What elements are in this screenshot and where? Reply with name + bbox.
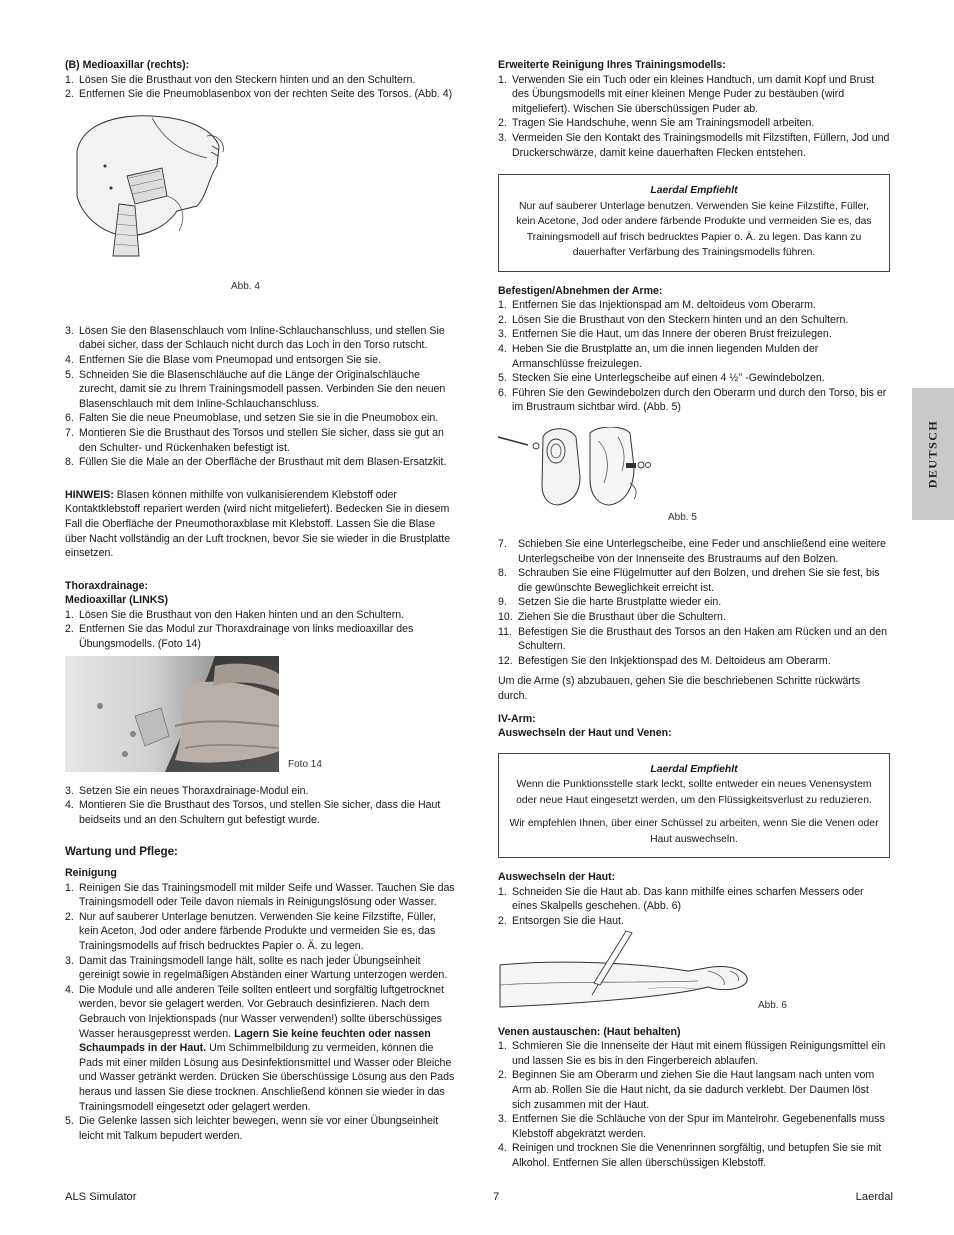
laerdal-empfiehlt-box-2 (498, 753, 890, 859)
list-number: 6. (65, 412, 74, 425)
iv-arm-heading: IV-Arm: (498, 712, 536, 725)
list-number: 5. (498, 372, 507, 385)
list-item: 2. Nur auf sauberer Unterlage benutzen. Verwenden Sie keine Filzstifte, Füller, kein Aceton, Jod oder andere färbende Produkte und vermeiden Sie es, das Trainingsmodells auf frisch bedrucktes Papier o. Ä. zu legen. (65, 910, 436, 952)
list-item: 5. Die Gelenke lassen sich leichter bewegen, wenn sie vor einer Übungseinheit leicht mit Talkum bepudert werden. (65, 1115, 439, 1142)
list-number: 6. (498, 386, 507, 399)
list-item (65, 798, 457, 827)
foto-14-caption: Foto 14 (288, 758, 322, 770)
list-item (498, 342, 890, 371)
arm-bolt-illustration (498, 427, 668, 517)
list-number: 2. (65, 88, 74, 101)
footer-product: ALS Simulator (65, 1191, 137, 1203)
list-number: 1. (498, 73, 507, 86)
list-text: Falten Sie die neue Pneumoblase, und setzen Sie sie in die Pneumobox ein. (79, 412, 439, 425)
venen-steps (498, 1039, 890, 1170)
list-text: Schieben Sie eine Unterlegscheibe, eine Feder und anschließend eine weitere Unterlegscheibe von der Innenseite des Brustraums auf den Bolzen. (518, 538, 887, 565)
list-number: 4. (65, 799, 74, 812)
list-number: 4. (498, 1142, 507, 1155)
arme-steps-a (498, 298, 890, 415)
list-number: 7. (498, 538, 507, 550)
list-item (65, 608, 457, 623)
list-item (498, 73, 890, 117)
figure-abb-6 (498, 929, 890, 1025)
list-number: 1. (65, 608, 74, 621)
list-item: 4. Die Module und alle anderen Teile sollten entleert und sorgfältig luftgetrocknet werden, bevor sie gelagert werden. Vor Gebrauch desinfizieren. Nach dem Gebrauch von Injektionspads (nur Wasser verwenden!) sollte überschüssiges Wasser herausgepresst werden. Lagern Sie keine feuchten oder nassen Schaumpads in der Haut. Um Schimmelbildung zu vermeiden, können die Pads mit einer milden Lösung aus Desinfektionsmittel und Wasser oder Bleiche und Wasser getränkt werden. Drücken Sie überschüssige Lösung aus den Pads heraus und lassen Sie diese trocknen. Anschließend können sie wieder in das Trainingsmodell eingesetzt oder gelagert werden. (65, 983, 455, 1113)
figure-abb-5 (498, 415, 890, 533)
list-number: 7. (65, 426, 74, 439)
iv-arm-illustration (498, 929, 752, 1019)
list-text: Stecken Sie eine Unterlegscheibe auf einen 4 ½’’ -Gewindebolzen. (512, 372, 825, 385)
list-item (498, 313, 890, 328)
box-2-text-1: Wenn die Punktionsstelle stark leckt, sollte entweder ein neues Venensystem oder neue Haut eingesetzt werden, um den Flüssigkeitsverlust zu reduzieren. (516, 779, 872, 806)
b-medioaxillar-steps-b (65, 324, 457, 470)
list-number: 10. (498, 610, 513, 623)
erweiterte-steps (498, 73, 890, 161)
list-item (498, 298, 890, 313)
abb-6-caption: Abb. 6 (758, 999, 787, 1011)
list-number: 11. (498, 625, 512, 638)
list-text: Entfernen Sie die Pneumoblasenbox von der rechten Seite des Torsos. (Abb. 4) (79, 88, 453, 101)
left-column (65, 58, 457, 1143)
haut-steps (498, 885, 890, 929)
list-number: 9. (498, 596, 507, 609)
list-number: 2. (498, 313, 507, 326)
arme-steps-b (498, 537, 890, 668)
list-item (498, 1141, 890, 1170)
list-item (498, 327, 890, 342)
thorax-steps-a (65, 608, 457, 652)
list-item (498, 595, 890, 610)
list-text: Verwenden Sie ein Tuch oder ein kleines Handtuch, um damit Kopf und Brust des Übungsmodells mit einer kleinen Menge Puder zu bestäuben (wird mitgeliefert). Wischen Sie überschüssigen Puder ab. (512, 73, 875, 115)
b-medioaxillar-heading: (B) Medioaxillar (rechts): (65, 59, 190, 71)
list-text: Entfernen Sie das Injektionspad am M. deltoideus vom Oberarm. (512, 299, 816, 312)
list-number: 1. (498, 1040, 507, 1053)
haut-heading: Auswechseln der Haut: (498, 871, 616, 884)
venen-heading: Venen austauschen: (Haut behalten) (498, 1025, 681, 1038)
list-text: Vermeiden Sie den Kontakt des Trainingsmodells mit Filzstiften, Füllern, Jod und Druckerschwärze, damit keine dauerhaften Flecken entstehen. (512, 131, 890, 159)
abb-4-caption: Abb. 4 (231, 280, 260, 292)
list-item (498, 654, 890, 669)
list-item (498, 386, 890, 415)
list-text: Montieren Sie die Brusthaut des Torsos, und stellen Sie sicher, dass die Haut beidseits und an den Schultern gut befestigt wurde. (79, 799, 441, 826)
list-item (65, 426, 457, 455)
list-number: 12. (498, 654, 513, 667)
list-number: 3. (65, 784, 74, 797)
list-number: 2. (65, 623, 74, 636)
figure-abb-4 (65, 102, 457, 292)
list-number: 1. (498, 299, 507, 312)
list-text: Führen Sie den Gewindebolzen durch den Oberarm und durch den Torso, bis er im Brustraum sichtbar wird. (Abb. 5) (512, 386, 887, 414)
list-text: Schmieren Sie die Innenseite der Haut mit einem flüssigen Reinigungsmittel ein und lassen Sie es bis in den Fingerbereich ablaufen. (512, 1040, 886, 1067)
list-number: 4. (498, 343, 507, 356)
hinweis-text: Blasen können mithilfe von vulkanisierendem Klebstoff oder Kontaktklebstoff repariert werden (wird nicht mitgeliefert). Bedecken Sie in diesem Fall die Oberfläche der Pneumothoraxblase mit Klebstoff. Lassen Sie die Blase über Nacht vollständig an der Luft trocknen, bevor Sie sie wieder in die Brustplatte einsetzen. (65, 488, 451, 560)
reinigung-steps (65, 881, 457, 1144)
list-item (65, 87, 457, 102)
hinweis-note (65, 488, 457, 561)
reinigung-heading: Reinigung (65, 867, 117, 880)
torso-bladder-illustration (67, 106, 237, 272)
list-item (65, 73, 457, 88)
list-text: Entfernen Sie die Blase vom Pneumopad und entsorgen Sie sie. (79, 353, 382, 366)
thorax-heading-2: Medioaxillar (LINKS) (65, 594, 169, 607)
arme-heading: Befestigen/Abnehmen der Arme: (498, 284, 663, 297)
list-number: 5. (65, 368, 74, 381)
erweiterte-heading: Erweiterte Reinigung Ihres Trainingsmodells: (498, 59, 726, 71)
list-item (65, 411, 457, 426)
list-text: Lösen Sie die Brusthaut von den Haken hinten und an den Schultern. (79, 608, 405, 621)
list-item (498, 116, 890, 131)
list-text: Entsorgen Sie die Haut. (512, 915, 624, 927)
list-text: Reinigen und trocknen Sie die Venenrinnen sorgfältig, und betupfen Sie sie mit Alkohol. Entfernen Sie allen überschüssigen Klebstoff. (512, 1142, 882, 1169)
box-2-title: Laerdal Empfiehlt (650, 763, 738, 775)
list-item (65, 353, 457, 368)
list-text: Entfernen Sie das Modul zur Thoraxdrainage von links medioaxillar des Übungsmodells. (Foto 14) (79, 623, 414, 651)
list-number: 3. (65, 324, 74, 337)
arme-abbauen-text: Um die Arme (s) abzubauen, gehen Sie die beschriebenen Schritte rückwärts durch. (498, 675, 861, 702)
list-text: Ziehen Sie die Brusthaut über die Schultern. (518, 610, 726, 623)
photo-14 (65, 656, 457, 780)
thorax-heading-1: Thoraxdrainage: (65, 579, 149, 592)
list-item (498, 914, 890, 929)
list-text: Schneiden Sie die Haut ab. Das kann mithilfe eines scharfen Messers oder eines Skalpells geschehen. (Abb. 6) (512, 885, 864, 913)
wartung-title: Wartung und Pflege: (65, 845, 178, 859)
list-item (498, 1068, 890, 1112)
language-side-tab (912, 388, 954, 520)
list-item (65, 622, 457, 651)
auswechseln-heading: Auswechseln der Haut und Venen: (498, 727, 672, 740)
list-text: Heben Sie die Brustplatte an, um die innen liegenden Mulden der Armanschlüsse freizulegen. (512, 343, 819, 370)
list-item (498, 1112, 890, 1141)
thorax-drainage-photo (65, 656, 279, 772)
side-tab-label: DEUTSCH (925, 419, 940, 489)
list-number: 1. (498, 885, 507, 898)
box-1-title: Laerdal Empfiehlt (650, 185, 738, 197)
hinweis-label: HINWEIS: (65, 488, 114, 501)
list-item (65, 455, 457, 470)
b-medioaxillar-steps-a (65, 73, 457, 102)
thorax-steps-b (65, 784, 457, 828)
list-text: Montieren Sie die Brusthaut des Torsos und stellen Sie sicher, dass sie gut an den Schulter- und Rückenhaken befestigt ist. (79, 426, 444, 454)
page-footer (65, 1190, 893, 1205)
list-item (65, 368, 457, 412)
footer-brand: Laerdal (855, 1191, 893, 1203)
list-item (498, 885, 890, 914)
list-number: 3. (498, 328, 507, 341)
list-number: 8. (498, 567, 507, 580)
list-number: 1. (65, 73, 74, 86)
page-number: 7 (492, 1191, 500, 1203)
list-item (498, 1039, 890, 1068)
list-text: Lösen Sie die Brusthaut von den Steckern hinten und an den Schultern. (512, 313, 849, 326)
list-text: Setzen Sie die harte Brustplatte wieder ein. (518, 596, 722, 609)
list-item (498, 566, 890, 595)
list-item (498, 537, 890, 566)
list-text: Schneiden Sie die Blasenschläuche auf die Länge der Originalschläuche zurecht, damit sie zu Ihrem Trainingsmodell passen. Verbinden Sie den neuen Blasenschlauch mit dem Inline-Schlauchanschluss. (79, 368, 446, 410)
list-text: Füllen Sie die Male an der Oberfläche der Brusthaut mit dem Blasen-Ersatzkit. (79, 456, 447, 469)
list-item (65, 324, 457, 353)
abb-5-caption: Abb. 5 (668, 512, 697, 523)
box-2-text-2: Wir empfehlen Ihnen, über einer Schüssel zu arbeiten, wenn Sie die Venen oder Haut auswechseln. (509, 818, 879, 845)
list-text: Entfernen Sie die Schläuche von der Spur im Mantelrohr. Gegebenenfalls muss Klebstoff abgekratzt werden. (512, 1113, 885, 1140)
list-number: 3. (498, 1113, 507, 1126)
list-item (498, 610, 890, 625)
list-number: 2. (498, 915, 507, 927)
laerdal-empfiehlt-box-1 (498, 174, 890, 272)
list-text: Lösen Sie den Blasenschlauch vom Inline-Schlauchanschluss, und stellen Sie dabei sicher, dass der Schlauch nicht durch das Loch in den Torso rutscht. (79, 324, 445, 352)
box-1-text: Nur auf sauberer Unterlage benutzen. Verwenden Sie keine Filzstifte, Füller, kein Acetone, Jod oder andere färbende Produkte und vermeiden Sie es, das Trainingsmodell auf frisch bedrucktes Papier o. Ä. zu legen. Das kann zu dauerhafter Verfärbung des Trainingsmodells führen. (516, 200, 872, 259)
list-text: Befestigen Sie die Brusthaut des Torsos an den Haken am Rücken und an den Schultern. (518, 625, 888, 653)
list-number: 2. (498, 1069, 507, 1082)
list-text: Schrauben Sie eine Flügelmutter auf den Bolzen, und drehen Sie sie fest, bis die gewünschte Beweglichkeit erreicht ist. (518, 567, 880, 594)
list-number: 4. (65, 353, 74, 366)
list-number: 3. (498, 131, 507, 144)
right-column (498, 58, 890, 1171)
list-text: Beginnen Sie am Oberarm und ziehen Sie die Haut langsam nach unten vom Arm ab. Rollen Sie die Haut nicht, da sie dadurch verklebt. Der Daumen löst sich zusammen mit der Haut. (512, 1069, 875, 1111)
list-number: 2. (498, 117, 507, 130)
list-text: Lösen Sie die Brusthaut von den Steckern hinten und an den Schultern. (79, 73, 416, 86)
list-text: Setzen Sie ein neues Thoraxdrainage-Modul ein. (79, 784, 309, 797)
list-item (498, 131, 890, 160)
list-text: Befestigen Sie den Inkjektionspad des M. Deltoideus am Oberarm. (518, 654, 831, 667)
list-item (498, 371, 890, 386)
list-item: 3. Damit das Trainingsmodell lange hält, sollte es nach jeder Übungseinheit gereinigt sowie in regelmäßigen Abständen einer Wartung unterzogen werden. (65, 954, 448, 982)
list-item (65, 784, 457, 799)
list-text: Tragen Sie Handschuhe, wenn Sie am Trainingsmodell arbeiten. (512, 117, 815, 130)
list-item (498, 625, 890, 654)
list-number: 8. (65, 456, 74, 469)
list-text: Entfernen Sie die Haut, um das Innere der oberen Brust freizulegen. (512, 328, 832, 341)
list-item: 1. Reinigen Sie das Trainingsmodell mit milder Seife und Wasser. Tauchen Sie das Trainingsmodell oder Teile davon niemals in Reinigungslösung oder Wasser. (65, 881, 455, 909)
